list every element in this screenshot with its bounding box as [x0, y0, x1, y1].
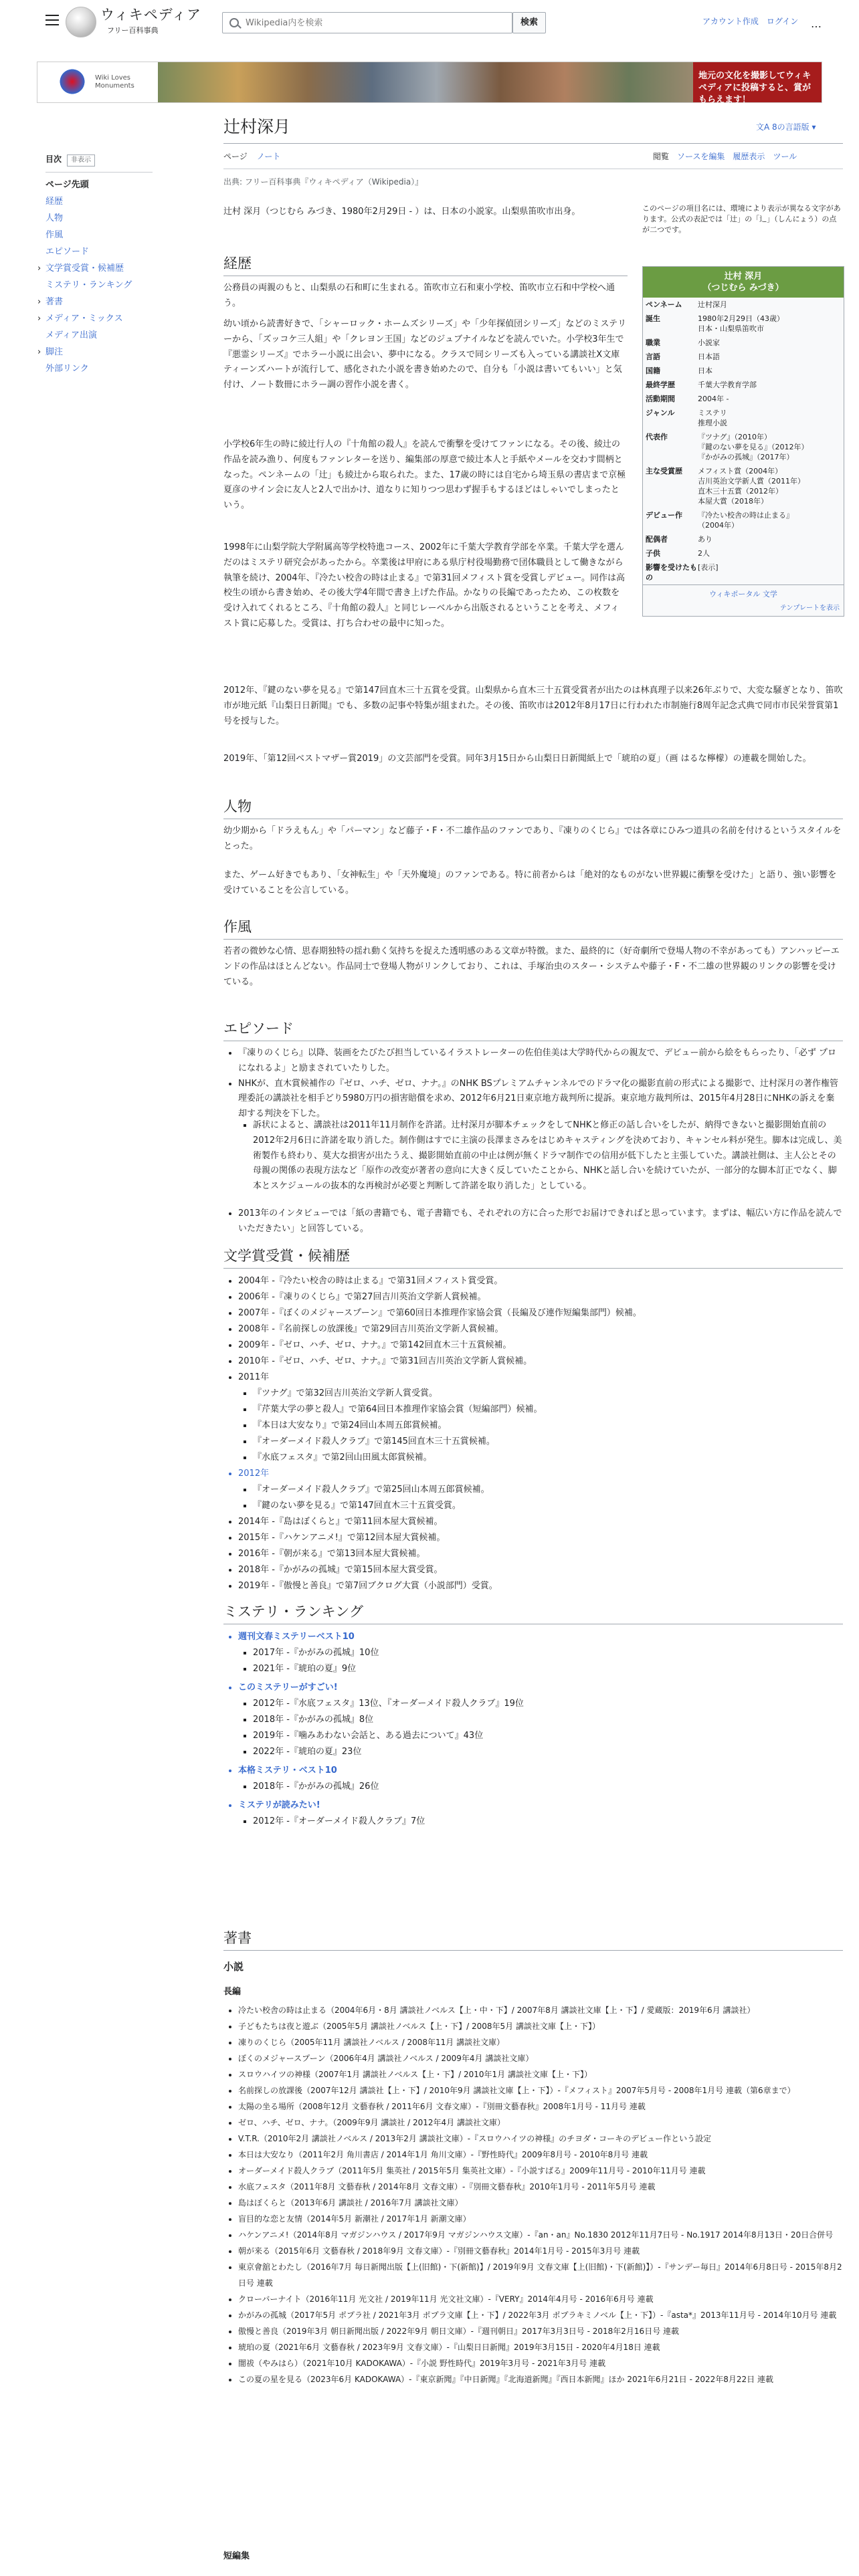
title-divider — [223, 143, 843, 144]
toc-divider — [45, 172, 153, 173]
list-item: ▪ 2019年 -『噛みあわない会話と、ある過去について』43位 — [253, 1728, 843, 1744]
infobox-value: ミステリ 推理小説 — [698, 409, 727, 427]
infobox-label: 主な受賞歴 — [646, 467, 682, 475]
list-item: • 2010年 -『ゼロ、ハチ、ゼロ、ナナ。』で第31回吉川英治文学新人賞候補。 — [238, 1354, 843, 1370]
infobox-label: 国籍 — [646, 366, 660, 375]
list-item: • 太陽の坐る場所（2008年12月 文藝春秋 / 2011年6月 文春文庫）-『別冊文藝春秋』2008年1月号 - 11月号 連載 — [238, 2099, 843, 2115]
section-heading-person: 人物 — [223, 797, 843, 819]
banner-message[interactable]: 地元の文化を撮影してウィキペディアに投稿すると、賞がもらえます！ — [693, 62, 822, 102]
template-link[interactable]: テンプレートを表示 — [779, 605, 840, 612]
toc-item[interactable]: ミステリ・ランキング — [45, 280, 132, 290]
infobox-title: 辻村 深月 （つじむら みづき） — [643, 267, 844, 298]
table-of-contents — [45, 152, 153, 377]
list-item: • ハケンアニメ!（2014年8月 マガジンハウス / 2017年9月 マガジンハウス文庫）-『an・an』No.1830 2012年11月7日号 - No.1917 2014年8月13日・20日合併号 — [238, 2227, 843, 2243]
career-paragraph: 1998年に山梨学院大学附属高等学校特進コース、2002年に千葉大学教育学部を卒業。千葉大学を選んだのはミステリ研究会があったから。卒業後は甲府にある県庁村役場勤務で団体職員として働きながら執筆を続け、2004年、『冷たい校舎の時は止まる』で第31回メフィスト賞を受賞しデビュー。同作は高校生の頃から書き始め、その後大学4年間で書き上げた作品。かなりの長編であったため、この枚数を受け入れてくれるところ、『十角館の殺人』と同じレーベルから出版されるということを考え、メフィスト賞に応募した。受賞は、打ち合わせの最中に知った。 — [223, 542, 626, 629]
infobox-label: ジャンル — [646, 409, 675, 417]
character-note: このページの項目名には、環境により表示が異なる文字があります。公式の表記では「辻」の「辶」（しんにょう）の点が二つです。 — [642, 204, 841, 234]
language-button[interactable]: 文A 8の言語版 ▾ — [756, 122, 816, 132]
list-item: ▪ 2022年 -『琥珀の夏』23位 — [253, 1744, 843, 1760]
infobox-label: 配偶者 — [646, 535, 668, 544]
career-paragraph: 小学校6年生の時に綾辻行人の『十角館の殺人』を読んで衝撃を受けてファンになる。その後、綾辻の作品を読み漁り、何度もファンレターを送り、編集部の厚意で綾辻本人と手紙やメールを交わす間柄となった。ペンネームの「辻」も綾辻から取られた。また、17歳の時には自宅から埼玉県の書店まで京極夏彦のサイン会に友人と2人で出かけ、道なりに知りつつ思わず握手もするほどはしゃいでしまったという。 — [223, 439, 626, 510]
list-item: • 名前探しの放課後（2007年12月 講談社【上・下】/ 2010年9月 講談社文庫【上・下】）-『メフィスト』2007年5月号 - 2008年1月号 連載（第6章まで） — [238, 2082, 843, 2099]
list-item: • 2014年 -『島はぼくらと』で第11回本屋大賞候補。 — [238, 1514, 843, 1530]
list-item: • 2009年 -『ゼロ、ハチ、ゼロ、ナナ。』で第142回直木三十五賞候補。 — [238, 1337, 843, 1354]
lead-paragraph: 辻村 深月（つじむら みづき、1980年2月29日 - ）は、日本の小説家。山梨県笛吹市出身。 — [223, 207, 581, 217]
career-paragraph: 2019年、「第12回ベストマザー賞2019」の文芸部門を受賞。同年3月15日から山梨日日新聞紙上で「琥珀の夏」（画 はるな檸檬）の連載を開始した。 — [223, 754, 812, 764]
infobox-row — [643, 406, 844, 430]
search-input[interactable] — [244, 15, 508, 30]
infobox-label: 誕生 — [646, 314, 660, 323]
list-item: • 朝が来る（2015年6月 文藝春秋 / 2018年9月 文春文庫）-『別冊文藝春秋』2014年1月号 - 2015年3月号 連載 — [238, 2243, 843, 2259]
section-heading-books: 著書 — [223, 1929, 843, 1951]
infobox-row — [643, 464, 844, 508]
toc-heading: 目次 — [45, 154, 62, 164]
subsection-heading-long: 長編 — [223, 1987, 242, 1997]
tab-talk[interactable]: ノート — [256, 152, 281, 161]
list-item: ▪ 『オーダーメイド殺人クラブ』で第25回山本周五郎賞候補。 — [253, 1482, 843, 1498]
list-item: • かがみの孤城（2017年5月 ポプラ社 / 2021年3月 ポプラ文庫【上・下】/ 2022年3月 ポプラキミノベル【上・下】）-『asta*』2013年11月号 - 2014年10月号 連載 — [238, 2307, 843, 2323]
episode-sublist — [253, 1118, 843, 1194]
list-item: • 2019年 -『傲慢と善良』で第7回ブクログ大賞（小説部門）受賞。 — [238, 1578, 843, 1594]
section-heading-episode: エピソード — [223, 1019, 843, 1041]
ranking-group — [238, 1680, 843, 1760]
toc-item[interactable]: メディア出演 — [45, 330, 97, 340]
infobox-value: 千葉大学教育学部 — [698, 381, 757, 389]
toc-item[interactable]: 外部リンク — [45, 363, 89, 374]
awards-list — [238, 1514, 843, 1594]
subsection-heading-short: 短編集 — [223, 2551, 250, 2561]
ranking-source-link[interactable]: • このミステリーがすごい! — [238, 1680, 843, 1696]
list-item: ▪ 『本日は大安なり』で第24回山本周五郎賞候補。 — [253, 1418, 843, 1434]
wikipedia-wordmark[interactable]: ウィキペディア — [100, 7, 202, 23]
search-icon — [229, 18, 239, 27]
list-item: ▪ 2012年 -『オーダーメイド殺人クラブ』7位 — [253, 1814, 843, 1830]
awards-2011-list — [253, 1386, 843, 1466]
career-paragraph: 幼い頃から読書好きで、「シャーロック・ホームズシリーズ」や「少年探偵団シリーズ」などのミステリーから、「ズッコケ三人組」や「クレヨン王国」などのジュブナイルなどを読んでいた。小学校3年生で『悪霊シリーズ』でホラー小説に出会い、夢中になる。クラスで同シリーズも入っている講談社X文庫ティーンズハートが流行して、感化された小説を書き始めたので、自分も「小説は書いてもいい」と気付け、ノート数冊にホラー調の習作小説を書く。 — [223, 319, 627, 390]
toc-hide-button[interactable]: 非表示 — [67, 154, 95, 167]
list-item: • V.T.R.（2010年2月 講談社ノベルス / 2013年2月 講談社文庫）-『スロウハイツの神様』のチヨダ・コーキのデビュー作という設定 — [238, 2131, 843, 2147]
list-item: • クローバーナイト（2016年11月 光文社 / 2019年11月 光文社文庫）-『VERY』2014年4月号 - 2016年6月号 連載 — [238, 2291, 843, 2307]
list-item: • 2008年 -『名前探しの放課後』で第29回吉川英治文学新人賞候補。 — [238, 1321, 843, 1337]
list-item: ▪ 2018年 -『かがみの孤城』26位 — [253, 1779, 843, 1795]
tab-article[interactable]: ページ — [223, 152, 248, 161]
person-paragraph: 幼少期から「ドラえもん」や「パーマン」など藤子・F・不二雄作品のファンであり、『凍りのくじら』では各章にひみつ道具の名前を付けるというスタイルをとった。 — [223, 826, 842, 851]
infobox-value: 『冷たい校舎の時は止まる』 （2004年） — [698, 511, 793, 530]
ranking-source-link[interactable]: • 本格ミステリ・ベスト10 — [238, 1763, 843, 1779]
personal-tools — [702, 15, 806, 29]
list-item: • NHKが、直木賞候補作の『ゼロ、ハチ、ゼロ、ナナ。』のNHK BSプレミアムチャンネルでのドラマ化の撮影直前の形式による撮影で、辻村深月の著作権管理委託の講談社を相手どり5980万円の損害賠償を求め、2012年6月21日東京地方裁判所に提訴。東京地方裁判所は、2015年4月28日にNHKの訴えを棄却する判決を下した。 — [238, 1077, 843, 1122]
more-options-icon[interactable]: … — [811, 17, 822, 30]
list-item: • 琥珀の夏（2021年6月 文藝春秋 / 2023年9月 文春文庫）-『山梨日日新聞』2019年3月15日 - 2020年4月18日 連載 — [238, 2339, 843, 2355]
section-heading-awards: 文学賞受賞・候補歴 — [223, 1247, 843, 1269]
section-heading-ranking: ミステリ・ランキング — [223, 1602, 843, 1624]
infobox-row — [643, 430, 844, 464]
tab-history[interactable]: 履歴表示 — [733, 152, 765, 161]
infobox-row — [643, 350, 844, 364]
infobox-row — [643, 546, 844, 560]
infobox-row — [643, 560, 844, 584]
infobox-label: 最終学歴 — [646, 381, 675, 389]
toc-item[interactable]: › メディア・ミックス — [45, 310, 153, 327]
login-link[interactable]: ログイン — [766, 17, 799, 26]
create-account-link[interactable]: アカウント作成 — [702, 17, 759, 26]
search-box[interactable] — [222, 12, 512, 33]
toc-item[interactable]: 作風 — [45, 229, 64, 240]
ranking-items — [253, 1779, 843, 1795]
infobox-row — [643, 378, 844, 392]
infobox-label: 言語 — [646, 352, 660, 361]
list-item: • ぼくのメジャースプーン（2006年4月 講談社ノベルス / 2009年4月 講談社文庫） — [238, 2050, 843, 2066]
ranking-source-link[interactable]: • 週刊文春ミステリーベスト10 — [238, 1629, 843, 1645]
view-tabs — [653, 150, 805, 164]
list-item: • 2007年 -『ぼくのメジャースプーン』で第60回日本推理作家協会賞（長編及び連作短編集部門）候補。 — [238, 1305, 843, 1321]
list-item: ▪ 『オーダーメイド殺人クラブ』で第145回直木三十五賞候補。 — [253, 1434, 843, 1450]
infobox-value: 小説家 — [698, 338, 720, 347]
banner-photo-strip — [158, 62, 693, 102]
infobox-label: 子供 — [646, 549, 660, 558]
list-item: ▪ 『芹葉大学の夢と殺人』で第64回日本推理作家協会賞（短編部門）候補。 — [253, 1402, 843, 1418]
namespace-tabs — [223, 150, 290, 164]
infobox-value: [表示] — [698, 563, 719, 572]
campaign-banner[interactable] — [37, 62, 822, 103]
list-item: • 『凍りのくじら』以降、装画をたびたび担当しているイラストレーターの佐伯佳美は大学時代からの親友で、デビュー前から絵をもらったり、「必ず プロになれるよ」と励まされていたりした。 — [238, 1046, 843, 1077]
toc-item[interactable]: › 文学賞受賞・候補歴 — [45, 260, 153, 277]
episode-list — [238, 1046, 843, 1122]
ranking-items — [253, 1696, 843, 1760]
tab-edit-source[interactable]: ソースを編集 — [677, 152, 725, 161]
infobox-value: あり — [698, 535, 712, 544]
list-item: ▪ 『ツナグ』で第32回吉川英治文学新人賞受賞。 — [253, 1386, 843, 1402]
section-heading-style: 作風 — [223, 918, 843, 940]
tab-tools[interactable]: ツール — [773, 152, 797, 161]
language-count: 8の言語版 — [772, 122, 809, 132]
list-item: • 2015年 -『ハケンアニメ!』で第12回本屋大賞候補。 — [238, 1530, 843, 1546]
portal-literature-link[interactable]: ウィキポータル 文学 — [643, 584, 844, 603]
awards-list — [238, 1273, 843, 1386]
style-paragraph: 若者の微妙な心情、思春期独特の揺れ動く気持ちを捉えた透明感のある文章が特徴。また、最終的に（好奇劇所で登場人物の不幸があっても）アンハッピーエンドの作品はほとんどない。作品同士で登場人物がリンクしており、これは、手塚治虫のスター・システムや藤子・F・不二雄の世界観のリンクの影響を受けている。 — [223, 946, 840, 987]
section-heading-career: 経歴 — [223, 254, 628, 276]
toc-item[interactable]: 経歴 — [45, 196, 64, 207]
infobox-value: 2004年 - — [698, 395, 729, 403]
list-item: • 2016年 -『朝が来る』で第13回本屋大賞候補。 — [238, 1546, 843, 1562]
list-item: • 傲慢と善良（2019年3月 朝日新聞出版 / 2022年9月 朝日文庫）-『週刊朝日』2017年3月3日号 - 2018年2月16日号 連載 — [238, 2323, 843, 2339]
wikipedia-globe-logo[interactable] — [66, 7, 96, 37]
subsection-heading-novels: 小説 — [223, 1961, 244, 1973]
ranking-items — [253, 1814, 843, 1830]
infobox-value: 1980年2月29日（43歳） 日本・山梨県笛吹市 — [698, 314, 784, 333]
career-paragraph: 公務員の両親のもと、山梨県の石和町に生まれる。笛吹市立石和東小学校、笛吹市立石和中学校へ通う。 — [223, 283, 615, 308]
infobox-row — [643, 364, 844, 378]
infobox-label: 代表作 — [646, 433, 668, 441]
search-button[interactable]: 検索 — [512, 12, 546, 33]
infobox — [642, 266, 844, 617]
infobox-label: デビュー作 — [646, 511, 682, 520]
list-item: • オーダーメイド殺人クラブ（2011年5月 集英社 / 2015年5月 集英社文庫）-『小説すばる』2009年11月号 - 2010年11月号 連載 — [238, 2163, 843, 2179]
list-item: ▪ 2012年 -『水底フェスタ』13位、『オーダーメイド殺人クラブ』19位 — [253, 1696, 843, 1712]
list-item: • 2006年 -『凍りのくじら』で第27回吉川英治文学新人賞候補。 — [238, 1289, 843, 1305]
infobox-value: メフィスト賞（2004年） 吉川英治文学新人賞（2011年） 直木三十五賞（2012年） 本屋大賞（2018年） — [698, 467, 805, 506]
list-item: • 2004年 -『冷たい校舎の時は止まる』で第31回メフィスト賞受賞。 — [238, 1273, 843, 1289]
infobox-label: 影響を受けたもの — [646, 563, 697, 582]
list-item: • 子どもたちは夜と遊ぶ（2005年5月 講談社ノベルス【上・下】/ 2008年5月 講談社文庫【上・下】） — [238, 2018, 843, 2034]
infobox-row — [643, 312, 844, 336]
infobox-row — [643, 392, 844, 406]
infobox-row — [643, 336, 844, 350]
toc-item[interactable]: › 著書 — [45, 294, 153, 310]
infobox-row — [643, 508, 844, 532]
toc-item[interactable]: ページ先頭 — [45, 179, 89, 190]
list-item: • ゼロ、ハチ、ゼロ、ナナ。（2009年9月 講談社 / 2012年4月 講談社文庫） — [238, 2115, 843, 2131]
list-item: • 2018年 -『かがみの孤城』で第15回本屋大賞受賞。 — [238, 1562, 843, 1578]
long-novels-list — [238, 2002, 843, 2387]
episode-list — [238, 1206, 843, 1237]
ranking-group — [238, 1763, 843, 1795]
wlm-logo-text: Wiki Loves Monuments — [95, 74, 134, 90]
list-item: ▪ 『鍵のない夢を見る』で第147回直木三十五賞受賞。 — [253, 1498, 843, 1514]
awards-list — [238, 1466, 843, 1482]
awards-2012-list — [253, 1482, 843, 1514]
ranking-source-link[interactable]: • ミステリが読みたい! — [238, 1798, 843, 1814]
list-item: ▪ 『水底フェスタ』で第2回山田風太郎賞候補。 — [253, 1450, 843, 1466]
tab-read[interactable]: 閲覧 — [653, 152, 670, 161]
ranking-group — [238, 1629, 843, 1677]
list-item: • 島はぼくらと（2013年6月 講談社 / 2016年7月 講談社文庫） — [238, 2195, 843, 2211]
list-item: • スロウハイツの神様（2007年1月 講談社ノベルス【上・下】/ 2010年1月 講談社文庫【上・下】） — [238, 2066, 843, 2082]
list-item: • 東京會舘とわたし（2016年7月 毎日新聞出版【上(旧館)・下(新館)】/ 2019年9月 文春文庫【上(旧館)・下(新館)】）-『サンデー毎日』2014年6月8日号 - 2015年8月2日号 連載 — [238, 2259, 843, 2291]
toc-item[interactable]: 人物 — [45, 213, 64, 223]
list-item: ▪ 2018年 -『かがみの孤城』8位 — [253, 1712, 843, 1728]
infobox-label: 活動期間 — [646, 395, 675, 403]
list-item: ▪ 訴状によると、講談社は2011年11月制作を許諾。辻村深月が脚本チェックをしてNHKと修正の話し合いをしたが、納得できないと撮影開始直前の2012年2月6日に許諾を取り消した。制作側はすでに主演の長澤まさみをはじめキャスティングを決めており、キャンセル料が発生。脚本は完成し、美術製作も終わり、莫大な損害が出たうえ、撮影開始直前の中止は例が無くドラマ制作での信用が低下したと主張していた。講談社側は、主人公とその母親の関係の表現方法など「原作の改変が著者の意向に大きく反していたことから、NHKと話し合いを続けていたが、一部分的な脚本訂正でなく、脚本とスケジュールの抜本的な再検討が必要と判断して許諾を取り消した」としている。 — [253, 1118, 843, 1194]
site-header — [0, 0, 859, 43]
list-item: • 水底フェスタ（2011年8月 文藝春秋 / 2014年8月 文春文庫）-『別冊文藝春秋』2010年1月号 - 2011年5月号 連載 — [238, 2179, 843, 2195]
wiki-loves-monuments-logo — [56, 66, 88, 97]
list-item: • 2012年 — [238, 1466, 843, 1482]
list-item: • 2011年 — [238, 1370, 843, 1386]
page-title: 辻村深月 — [223, 117, 291, 136]
site-subtitle: 出典: フリー百科事典『ウィキペディア（Wikipedia）』 — [223, 177, 423, 187]
infobox-value: 『ツナグ』（2010年） 『鍵のない夢を見る』（2012年） 『かがみの孤城』（2017年） — [698, 433, 809, 461]
wikipedia-tagline: フリー百科事典 — [107, 26, 159, 35]
main-menu-icon[interactable] — [45, 15, 59, 25]
ranking-group — [238, 1798, 843, 1830]
infobox-value: 辻村深月 — [698, 300, 727, 309]
toc-item[interactable]: › 脚注 — [45, 344, 153, 360]
list-item: • 闇祓（やみはら）（2021年10月 KADOKAWA）-『小説 野性時代』2019年3月号 - 2021年3月号 連載 — [238, 2355, 843, 2371]
infobox-value: 日本語 — [698, 352, 720, 361]
toc-item[interactable]: エピソード — [45, 246, 90, 257]
career-paragraph: 2012年、『鍵のない夢を見る』で第147回直木三十五賞を受賞。山梨県から直木三十五賞受賞者が出たのは林真理子以来26年ぶりで、大変な騒ぎとなり、笛吹市が地元紙『山梨日日新聞』でも、多数の記事や特集が組まれた。その後、笛吹市は2012年8月17日に行われた市制施行8周年記念式典で同市市民栄誉賞第1号を授与した。 — [223, 685, 843, 726]
list-item: • この夏の星を見る（2023年6月 KADOKAWA）-『東京新聞』『中日新聞』『北海道新聞』『西日本新聞』ほか 2021年6月21日 - 2022年8月22日 連載 — [238, 2371, 843, 2387]
list-item: • 2013年のインタビューでは「紙の書籍でも、電子書籍でも、それぞれの方に合った形でお届けできればと思っています。まずは、幅広い方に作品を読んでいただきたい」と回答している。 — [238, 1206, 843, 1237]
infobox-row — [643, 298, 844, 312]
infobox-label: 職業 — [646, 338, 660, 347]
infobox-label: ペンネーム — [646, 300, 682, 309]
infobox-row — [643, 532, 844, 546]
list-item: • 盲目的な恋と友情（2014年5月 新潮社 / 2017年1月 新潮文庫） — [238, 2211, 843, 2227]
infobox-value: 2人 — [698, 549, 710, 558]
list-item: ▪ 2021年 -『琥珀の夏』9位 — [253, 1661, 843, 1677]
list-item: • 冷たい校舎の時は止まる（2004年6月・8月 講談社ノベルス【上・中・下】/ 2007年8月 講談社文庫【上・下】/ 愛蔵版：2019年6月 講談社） — [238, 2002, 843, 2018]
list-item: • 本日は大安なり（2011年2月 角川書店 / 2014年1月 角川文庫）-『野性時代』2009年8月号 - 2010年8月号 連載 — [238, 2147, 843, 2163]
infobox-value: 日本 — [698, 366, 712, 375]
person-paragraph: また、ゲーム好きでもあり、「女神転生」や「天外魔境」のファンである。特に前者からは「絶対的なものがない世界観に衝撃を受けた」と語り、強い影響を受けていることを公言している。 — [223, 870, 837, 895]
list-item: • 凍りのくじら（2005年11月 講談社ノベルス / 2008年11月 講談社文庫） — [238, 2034, 843, 2050]
ranking-items — [253, 1645, 843, 1677]
list-item: ▪ 2017年 -『かがみの孤城』10位 — [253, 1645, 843, 1661]
